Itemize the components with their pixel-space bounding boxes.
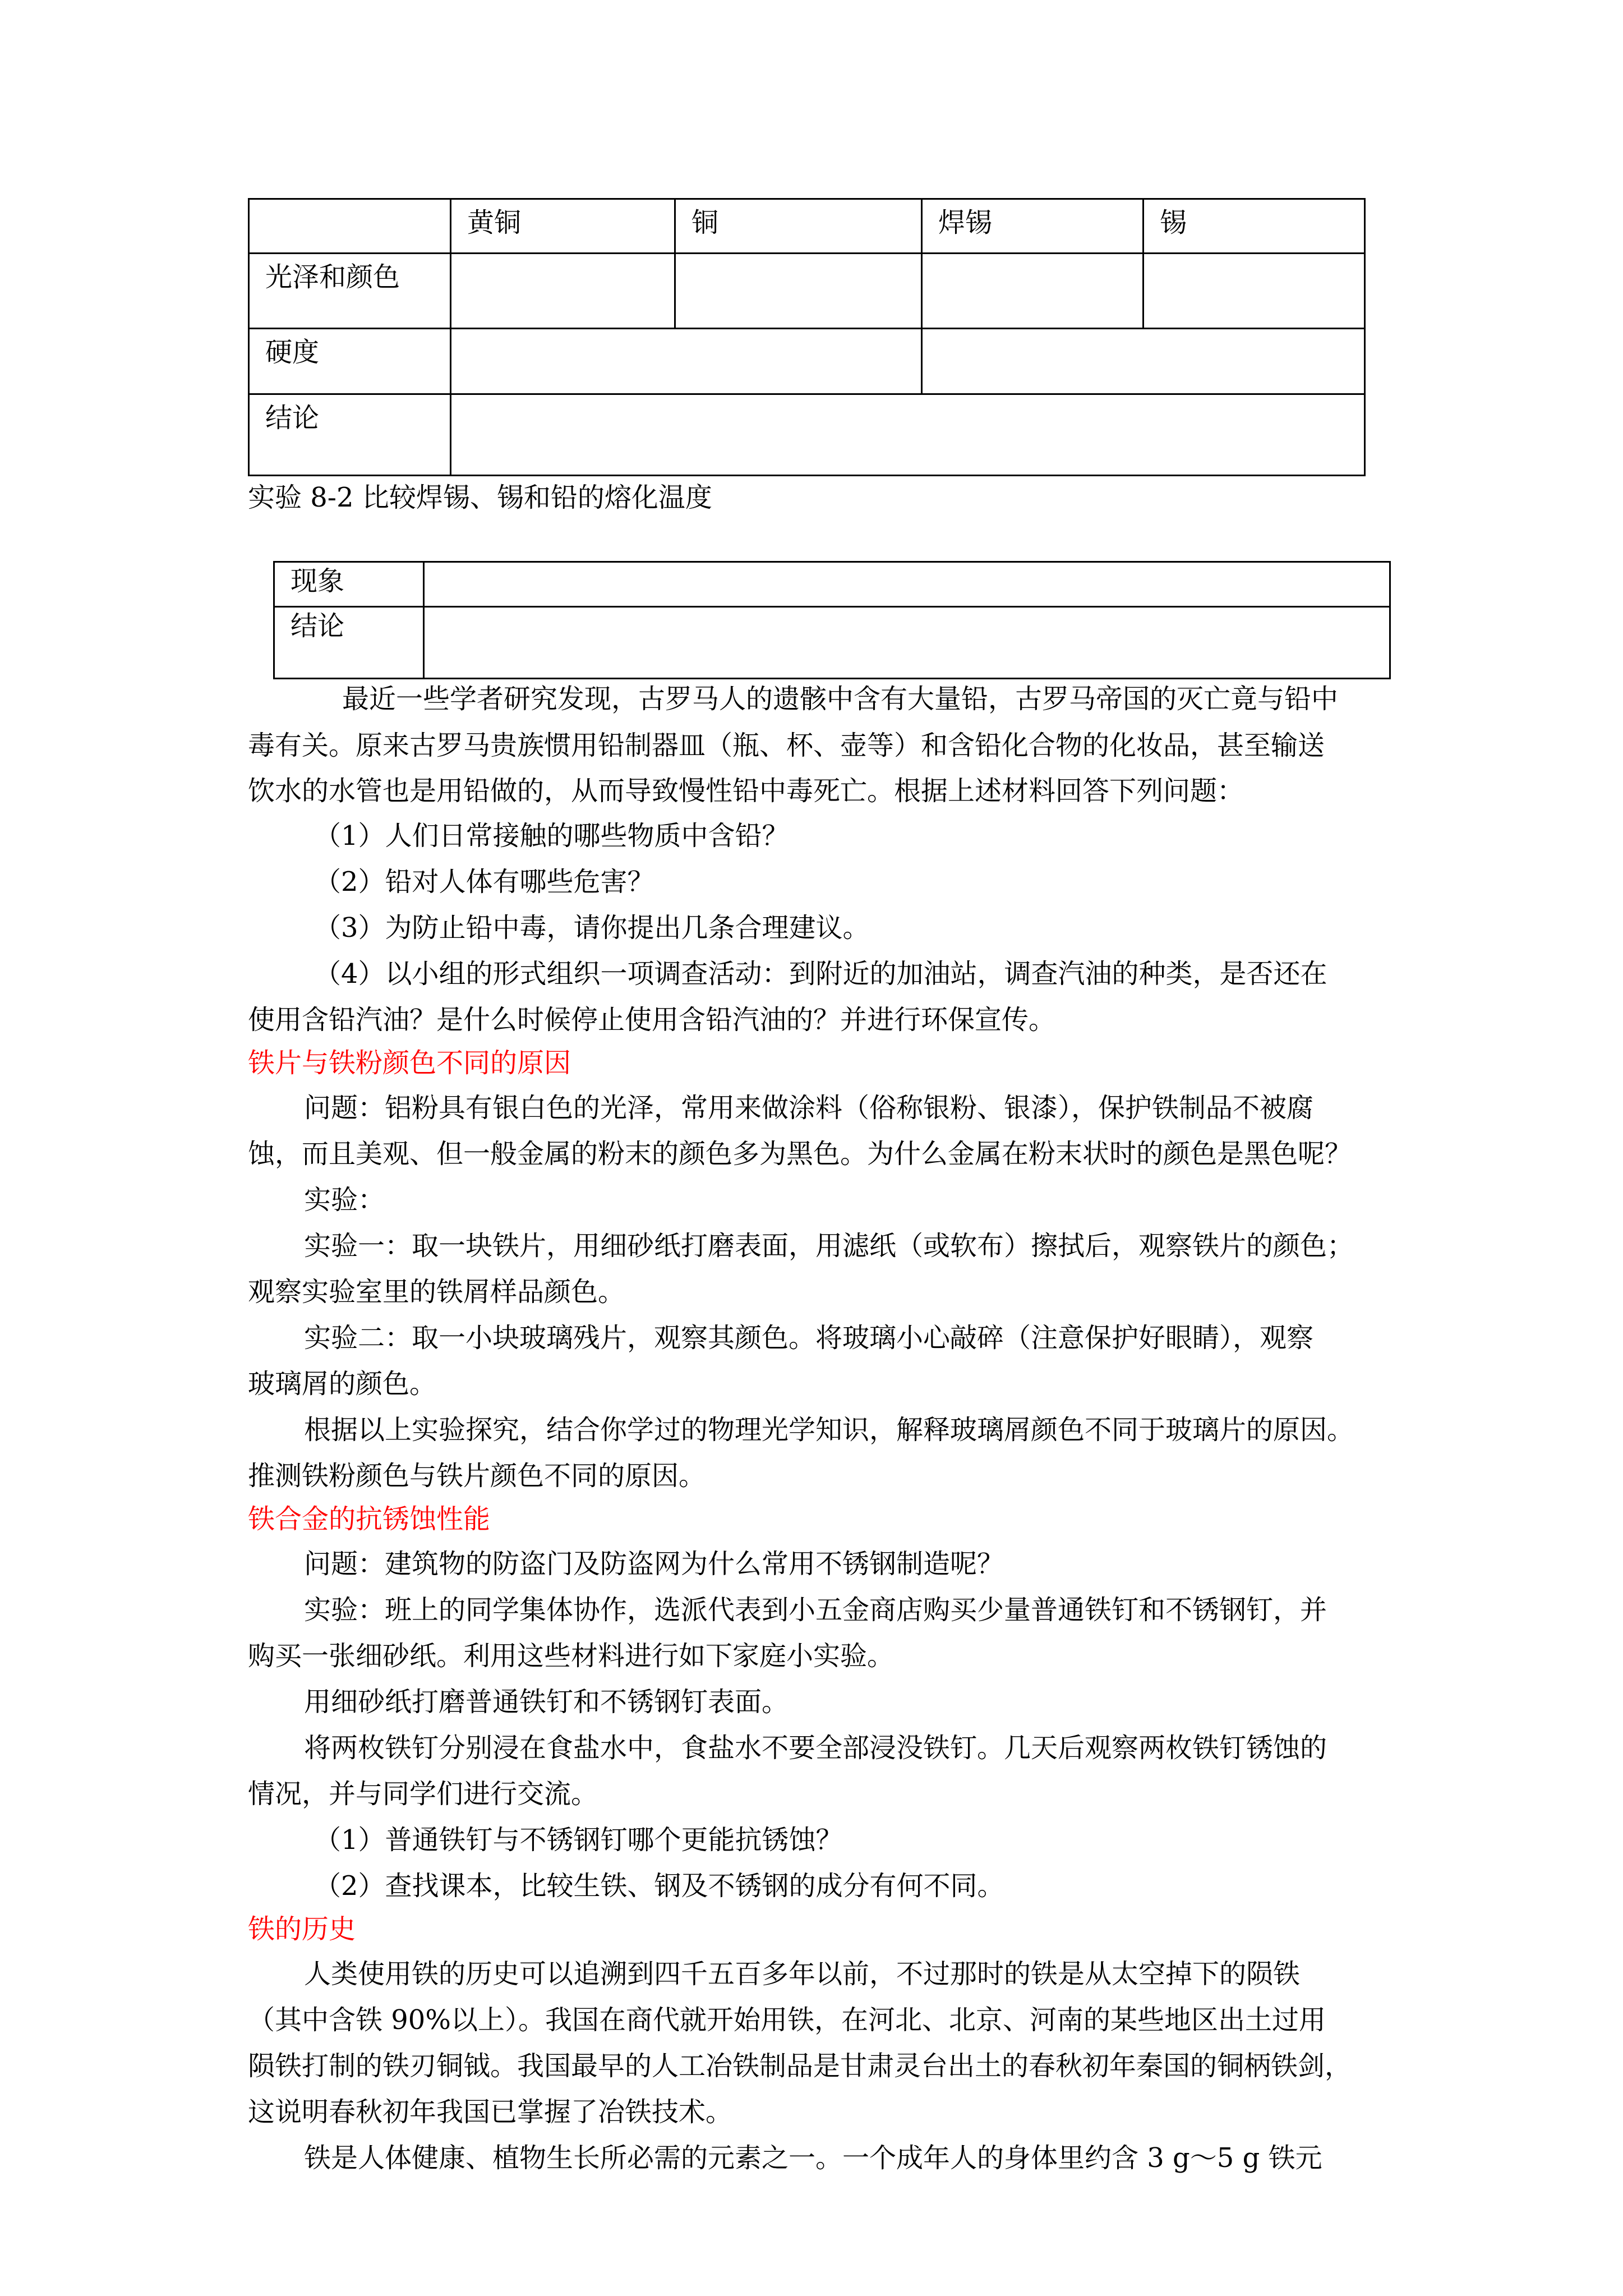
table-header-cell: 锡 (1144, 199, 1365, 254)
paragraph-line: 陨铁打制的铁刃铜钺。我国最早的人工冶铁制品是甘肃灵台出土的春秋初年秦国的铜柄铁剑， (248, 2050, 1352, 2082)
table-cell-empty (451, 254, 675, 329)
row-label-hardness: 硬度 (249, 329, 451, 394)
paragraph-line: 玻璃屑的颜色。 (248, 1368, 437, 1400)
paragraph-line: 实验二：取一小块玻璃残片，观察其颜色。将玻璃小心敲碎（注意保护好眼睛），观察 (304, 1322, 1314, 1354)
question-item: （3）为防止铅中毒，请你提出几条合理建议。 (314, 912, 870, 944)
question-item: （2）查找课本，比较生铁、钢及不锈钢的成分有何不同。 (314, 1870, 1004, 1902)
paragraph-line: 最近一些学者研究发现，古罗马人的遗骸中含有大量铅，古罗马帝国的灭亡竟与铅中 (342, 683, 1339, 715)
melting-table (273, 561, 1391, 679)
table-cell-empty (1144, 254, 1365, 329)
table-header-cell (249, 199, 451, 254)
experiment-title: 实验 8-2 比较焊锡、锡和铅的熔化温度 (248, 482, 712, 513)
table-row (274, 607, 1390, 679)
paragraph-line: 蚀，而且美观、但一般金属的粉末的颜色多为黑色。为什么金属在粉末状时的颜色是黑色呢？ (248, 1138, 1352, 1170)
paragraph-line: 实验一：取一块铁片，用细砂纸打磨表面，用滤纸（或软布）擦拭后，观察铁片的颜色； (304, 1230, 1354, 1262)
paragraph-line: 将两枚铁钉分别浸在食盐水中，食盐水不要全部浸没铁钉。几天后观察两枚铁钉锈蚀的 (304, 1732, 1327, 1764)
row-label-phenomenon: 现象 (274, 562, 424, 607)
table-header-cell: 黄铜 (451, 199, 675, 254)
paragraph-line: 用细砂纸打磨普通铁钉和不锈钢钉表面。 (304, 1686, 789, 1718)
table-cell-empty (675, 254, 922, 329)
table-cell-empty (451, 394, 1365, 476)
paragraph-line: 观察实验室里的铁屑样品颜色。 (248, 1276, 625, 1308)
table-row (274, 562, 1390, 607)
paragraph-line: 问题：铝粉具有银白色的光泽，常用来做涂料（俗称银粉、银漆），保护铁制品不被腐 (304, 1092, 1314, 1124)
paragraph-line: 情况，并与同学们进行交流。 (248, 1778, 598, 1810)
table-cell-empty (922, 254, 1144, 329)
table-cell-empty (424, 607, 1390, 679)
paragraph-line: （其中含铁 90%以上）。我国在商代就开始用铁，在河北、北京、河南的某些地区出土过用 (248, 2004, 1326, 2036)
paragraph-line: 这说明春秋初年我国已掌握了冶铁技术。 (248, 2096, 733, 2128)
row-label-conclusion: 结论 (249, 394, 451, 476)
question-item: （1）人们日常接触的哪些物质中含铅？ (314, 820, 789, 852)
question-item: （1）普通铁钉与不锈钢钉哪个更能抗锈蚀？ (314, 1824, 843, 1856)
paragraph-line: 实验：班上的同学集体协作，选派代表到小五金商店购买少量普通铁钉和不锈钢钉，并 (304, 1594, 1327, 1626)
paragraph-line: 问题：建筑物的防盗门及防盗网为什么常用不锈钢制造呢？ (304, 1548, 1004, 1580)
paragraph-line: 人类使用铁的历史可以追溯到四千五百多年以前，不过那时的铁是从太空掉下的陨铁 (304, 1958, 1301, 1990)
question-item: （4）以小组的形式组织一项调查活动：到附近的加油站，调查汽油的种类，是否还在 (314, 958, 1327, 990)
table-row (249, 254, 1365, 329)
table-cell-empty (451, 329, 922, 394)
table-row (249, 394, 1365, 476)
question-item: （2）铅对人体有哪些危害？ (314, 866, 654, 898)
paragraph-line: 实验： (304, 1184, 385, 1216)
row-label-luster: 光泽和颜色 (249, 254, 451, 329)
paragraph-line: 使用含铅汽油？是什么时候停止使用含铅汽油的？并进行环保宣传。 (248, 1004, 1056, 1036)
table-cell-empty (922, 329, 1365, 394)
paragraph-line: 根据以上实验探究，结合你学过的物理光学知识，解释玻璃屑颜色不同于玻璃片的原因。 (304, 1414, 1354, 1446)
alloy-property-table (248, 198, 1366, 476)
row-label-conclusion: 结论 (274, 607, 424, 679)
table-header-cell: 铜 (675, 199, 922, 254)
section-heading: 铁片与铁粉颜色不同的原因 (248, 1047, 571, 1079)
table-row (249, 329, 1365, 394)
table-header-cell: 焊锡 (922, 199, 1144, 254)
paragraph-line: 推测铁粉颜色与铁片颜色不同的原因。 (248, 1460, 706, 1492)
paragraph-line: 购买一张细砂纸。利用这些材料进行如下家庭小实验。 (248, 1640, 895, 1672)
table-cell-empty (424, 562, 1390, 607)
section-heading: 铁的历史 (248, 1913, 356, 1945)
paragraph-line: 铁是人体健康、植物生长所必需的元素之一。一个成年人的身体里约含 3 g～5 g 铁元 (304, 2142, 1322, 2174)
paragraph-line: 饮水的水管也是用铅做的，从而导致慢性铅中毒死亡。根据上述材料回答下列问题： (248, 775, 1244, 807)
section-heading: 铁合金的抗锈蚀性能 (248, 1503, 491, 1535)
paragraph-line: 毒有关。原来古罗马贵族惯用铅制器皿（瓶、杯、壶等）和含铅化合物的化妆品，甚至输送 (248, 730, 1325, 761)
table-header-row (249, 199, 1365, 254)
